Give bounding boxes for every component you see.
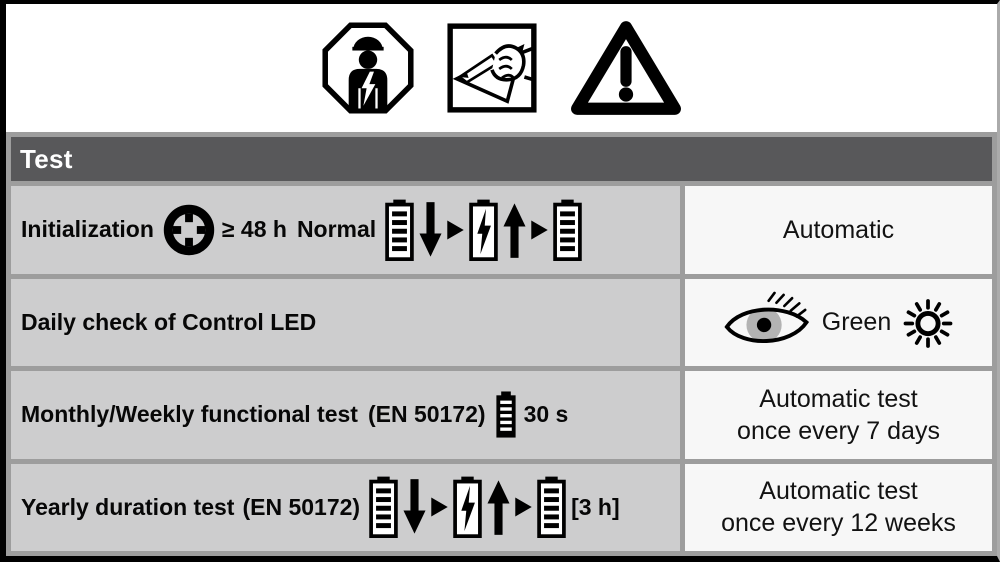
note-instructions-icon [447, 23, 537, 113]
table-title: Test [20, 143, 73, 174]
initialization-result-cell [685, 186, 992, 274]
daily-check-cell [11, 279, 680, 367]
next-step-icon [530, 215, 549, 245]
duration-test-cell [11, 464, 680, 552]
arrow-down-icon [418, 201, 443, 259]
test-table [6, 132, 997, 556]
clock-ring-icon [161, 202, 217, 258]
qualified-electrician-icon [322, 22, 414, 114]
warning-icon [570, 18, 682, 118]
battery-full-icon [368, 474, 399, 540]
duration-test-result-cell [685, 464, 992, 552]
table-title-bar [11, 137, 992, 181]
charge-cycle-sequence [384, 197, 583, 263]
standard-text: (EN 50172) [367, 401, 486, 428]
next-step-icon [430, 492, 449, 522]
result-line: once every 12 weeks [721, 509, 956, 538]
arrow-up-icon [502, 201, 527, 259]
mode-text: Normal [296, 216, 377, 243]
battery-discharge-icon [468, 197, 499, 263]
led-glow-icon [901, 295, 955, 349]
table-row [11, 371, 992, 459]
standard-text: (EN 50172) [242, 493, 361, 520]
led-color-text: Green [821, 308, 892, 337]
battery-discharge-icon [452, 474, 483, 540]
arrow-up-icon [486, 478, 511, 536]
functional-test-result-cell [685, 371, 992, 459]
duration-text: 30 s [523, 401, 569, 428]
header-pictogram-strip [6, 4, 997, 132]
row-label: Daily check of Control LED [21, 308, 317, 335]
daily-check-result-cell [685, 279, 992, 367]
battery-full-icon [494, 391, 518, 439]
functional-test-cell [11, 371, 680, 459]
table-row [11, 186, 992, 274]
row-label: Yearly duration test [21, 493, 235, 520]
result-line: Automatic test [759, 477, 918, 506]
condition-text: ≥ 48 h [221, 216, 287, 243]
battery-full-icon [384, 197, 415, 263]
battery-full-icon [552, 197, 583, 263]
charge-cycle-sequence [368, 474, 567, 540]
next-step-icon [446, 215, 465, 245]
initialization-cell [11, 186, 680, 274]
result-text: Automatic [782, 215, 895, 244]
result-line: Automatic test [759, 384, 918, 413]
next-step-icon [514, 492, 533, 522]
eye-icon [722, 291, 812, 353]
result-line: once every 7 days [737, 416, 940, 445]
row-label: Monthly/Weekly functional test [21, 401, 358, 428]
row-label: Initialization [21, 216, 154, 243]
battery-full-icon [536, 474, 567, 540]
table-row [11, 464, 992, 552]
table-row [11, 279, 992, 367]
arrow-down-icon [402, 478, 427, 536]
duration-text: [3 h] [571, 493, 620, 520]
